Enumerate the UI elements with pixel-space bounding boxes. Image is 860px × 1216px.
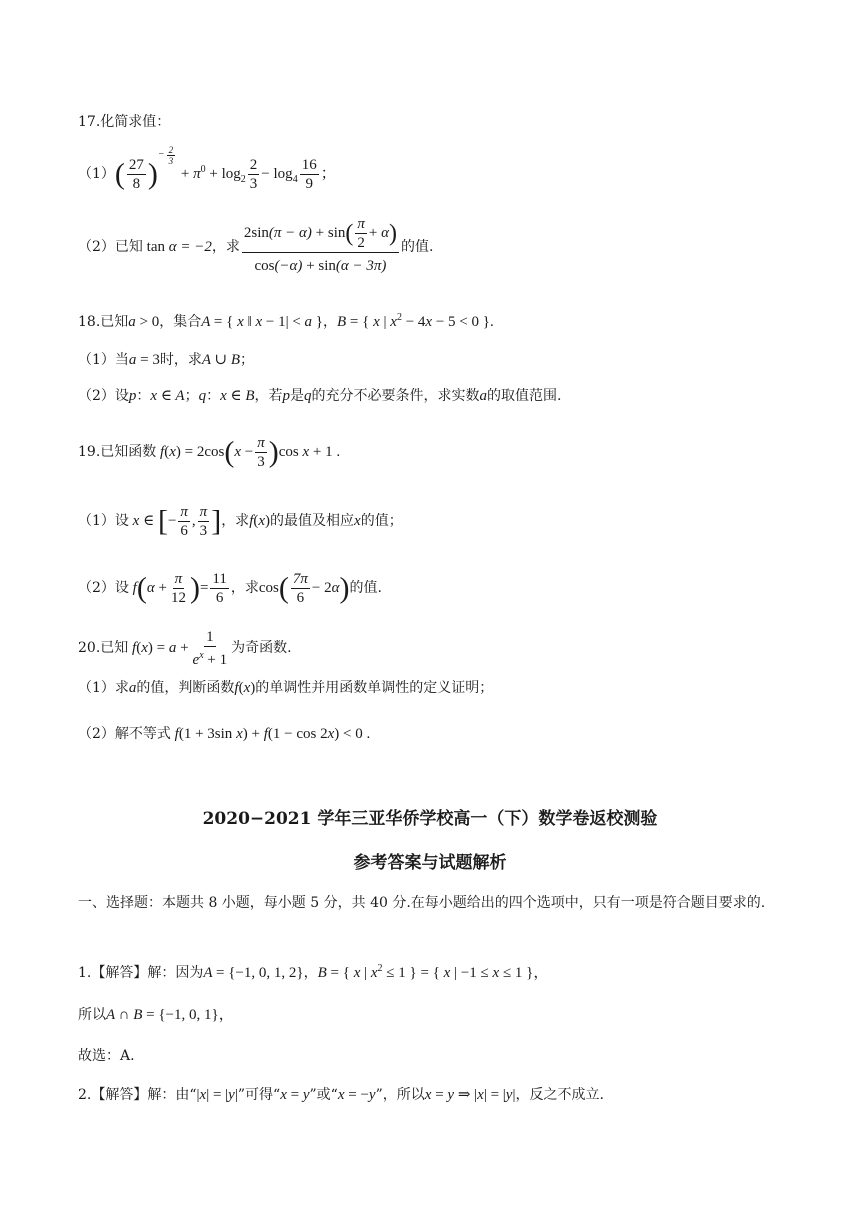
q18-is: 是 — [290, 388, 305, 404]
q20-a: a — [128, 680, 137, 696]
q18-set-a: A = { x ‖ x − 1| < a } — [201, 314, 323, 330]
q18-sep1: ，集合 — [159, 314, 202, 330]
q20-part1 — [78, 678, 790, 698]
q19-function: f(x) = 2cos(x − $\frac{\pi}{3}$ )cos x + 1 . — [156, 434, 341, 470]
q18-part2-end: 的取值范围. — [487, 388, 562, 404]
q17-part2-end: 的值. — [400, 239, 434, 255]
q19-part2-label: （2）设 — [78, 580, 129, 596]
a1-line2-label: 所以 — [78, 1007, 106, 1023]
q19-heading: 19.已知函数 — [78, 444, 157, 460]
a2-line — [78, 1085, 790, 1105]
a2-abs: |x| = |y| — [196, 1087, 238, 1103]
q18-part1 — [78, 350, 790, 370]
answer-title: 2020−2021 学年三亚华侨学校高一（下）数学卷返校测验 — [202, 809, 658, 829]
q18-sep2: ， — [323, 314, 337, 330]
q20-part2 — [78, 724, 790, 744]
q18-q: q — [198, 388, 207, 404]
q20-part1-label: （1）求 — [78, 680, 129, 696]
q18-cond: a > 0 — [128, 314, 160, 330]
q19-part1-rest: 的最值及相应 — [270, 513, 355, 529]
q18-q2: q — [304, 388, 312, 404]
q19-part2-ask: ，求 — [230, 580, 259, 596]
q19-target: cos( $\frac{7\pi}{6}$ − 2α) — [258, 570, 350, 606]
q20-fx: f(x) — [234, 680, 256, 696]
q17-part2-fraction: 2sin(π − α) + sin( $\frac{\pi}{2}$ + α) cos(−α) + sin(α − 3π) — [243, 216, 397, 274]
q19-part1-ask: ，求 — [221, 513, 250, 529]
q17-heading: 17.化简求值： — [78, 114, 171, 130]
q19-part2 — [78, 566, 790, 610]
q18-semi: ； — [184, 388, 199, 404]
a2-label: 2.【解答】解：由“ — [78, 1087, 197, 1103]
q19-x: x — [354, 513, 361, 529]
a1-line1 — [78, 959, 790, 983]
q18-part1-mid: 时，求 — [159, 352, 202, 368]
q18-part2-label: （2）设 — [78, 388, 129, 404]
q18-part2 — [78, 386, 790, 406]
q17-part2-given: tan α = −2 — [146, 239, 212, 255]
q20-heading-end: 为奇函数. — [231, 640, 292, 656]
q18-colon: ： — [136, 388, 151, 404]
q18-part1-union: A ∪ B — [201, 352, 241, 368]
q20-heading: 20.已知 — [78, 640, 129, 656]
a2-q2: ”或“ — [309, 1087, 338, 1103]
a1-label: 1.【解答】解：因为 — [78, 965, 204, 981]
a1-set-b: B = { x | $x^2 \le 1$ } = { x | −1 ≤ x ≤ 1 }， — [317, 963, 549, 981]
q19-heading-line — [78, 430, 790, 474]
a1-mid: ， — [303, 965, 318, 981]
q20-part1-end: 的单调性并用函数单调性的定义证明； — [255, 680, 494, 696]
section1-intro: 一、选择题：本题共 8 小题，每小题 5 分，共 40 分.在每小题给出的四个选项中，只有一项是符合题目要求的. — [78, 895, 766, 911]
q17-part2 — [78, 212, 790, 282]
q19-given: f(α + $\frac{\pi}{12}$ )= $\frac{11}{6}$ — [128, 570, 227, 606]
q17-part1-expr: ( $\frac{27}{8}$ )$^{- \frac{2}{3}}$ + $\pi^0 + \log_2$ $\frac{2}{3}$ − $\log_4$ $\frac{16}{9}$ ； — [114, 144, 336, 192]
q17-part2-ask: ，求 — [211, 239, 240, 255]
q18-heading-line — [78, 308, 790, 332]
a1-set-a: A = {−1, 0, 1, 2} — [203, 965, 304, 981]
q20-part1-mid: 的值，判断函数 — [136, 680, 235, 696]
q18-a: a — [479, 388, 488, 404]
a2-q3: ”，所以 — [375, 1087, 425, 1103]
q20-function: f(x) = a + $\frac{1}{e^x + 1}$ — [128, 628, 228, 668]
q19-part1-label: （1）设 — [78, 513, 129, 529]
q18-mid: ，若 — [254, 388, 283, 404]
answer-subtitle: 参考答案与试题解析 — [353, 853, 507, 873]
q18-p: p — [128, 388, 137, 404]
q19-part1 — [78, 497, 790, 545]
q20-part2-label: （2）解不等式 — [78, 726, 171, 742]
q18-part1-label: （1）当 — [78, 352, 129, 368]
q18-colon2: ： — [206, 388, 221, 404]
q19-fx: f(x) — [249, 513, 271, 529]
q18-part1-a: a = 3 — [128, 352, 160, 368]
a2-eq2: x = −y — [337, 1087, 376, 1103]
a1-line3: 故选：A. — [78, 1048, 135, 1064]
q19-part2-end: 的值. — [349, 580, 382, 596]
q18-rest: 的充分不必要条件，求实数 — [311, 388, 480, 404]
q19-part1-end: 的值； — [360, 513, 403, 529]
q18-x-in-a: x ∈ A — [150, 388, 185, 404]
a2-implies: x = y ⇒ |x| = |y| — [424, 1087, 516, 1103]
a2-eq1: x = y — [280, 1087, 310, 1103]
q18-part1-end: ； — [240, 352, 255, 368]
q17-part2-label: （2）已知 — [78, 239, 143, 255]
q20-inequality: f(1 + 3sin x) + f(1 − cos 2x) < 0 . — [170, 726, 371, 742]
a2-q1: ”可得“ — [237, 1087, 281, 1103]
q17-part1 — [78, 144, 790, 196]
a2-end: ，反之不成立. — [515, 1087, 604, 1103]
q18-heading: 18.已知 — [78, 314, 129, 330]
q18-set-b: B = { x | $x^2 - 4x - 5 < 0$ }. — [337, 312, 494, 330]
a1-intersection: A ∩ B = {−1, 0, 1}， — [106, 1007, 234, 1023]
q18-p2: p — [282, 388, 291, 404]
q19-interval: x ∈ [− $\frac{\pi}{6}$ , $\frac{\pi}{3}$ ] — [128, 503, 222, 539]
a1-line2 — [78, 1005, 790, 1025]
q18-x-in-b: x ∈ B — [220, 388, 255, 404]
q20-heading-line — [78, 626, 790, 670]
q17-part1-label: （1） — [78, 166, 115, 182]
